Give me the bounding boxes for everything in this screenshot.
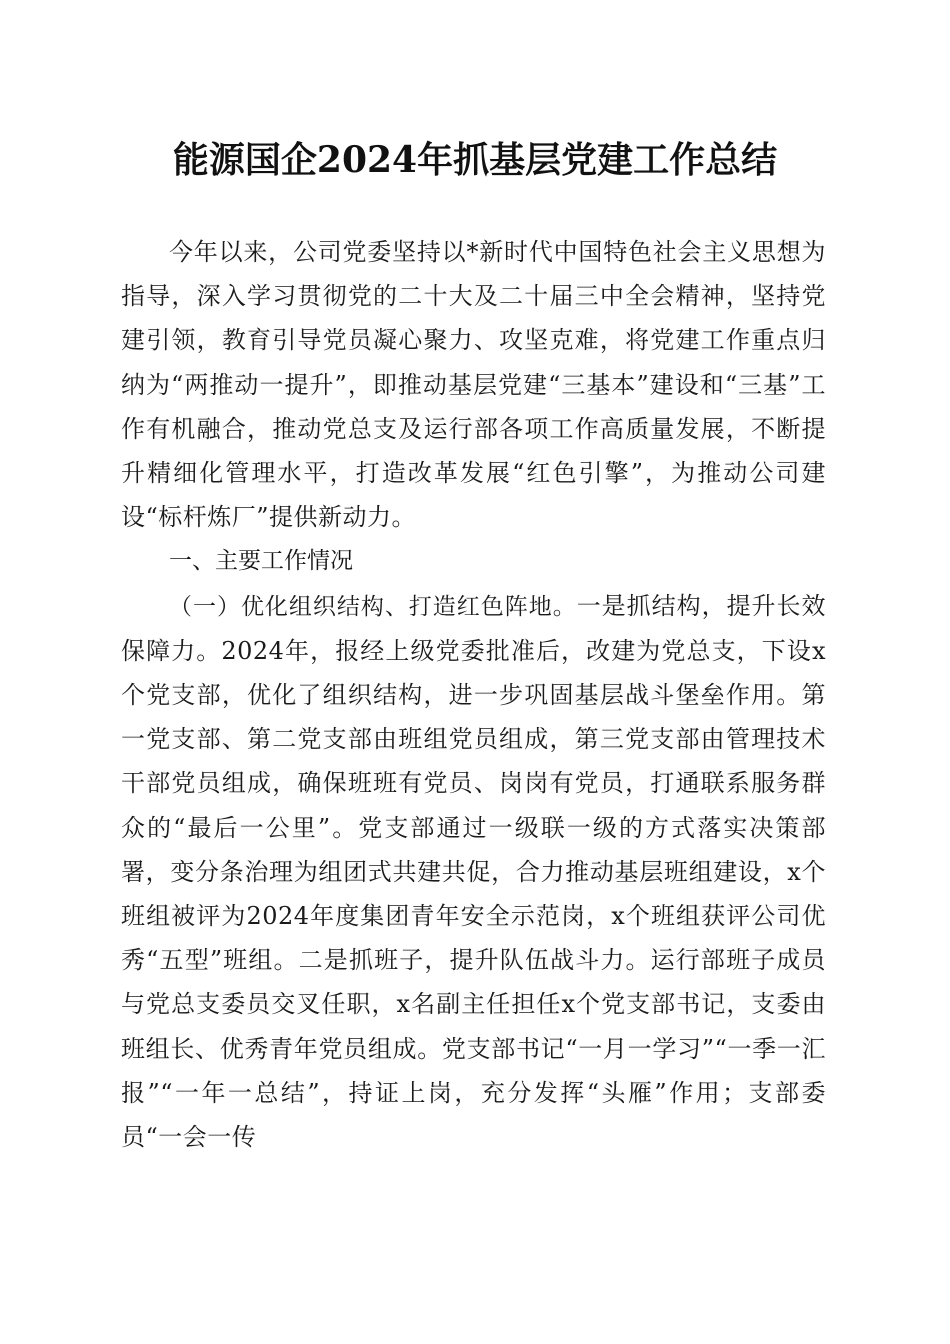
document-body xyxy=(121,230,826,1159)
subsection-body-text: 一是抓结构，提升长效保障力。2024年，报经上级党委批准后，改建为党总支，下设x个党支部，优化了组织结构，进一步巩固基层战斗堡垒作用。第一党支部、第二党支部由班组党员组成，第三党支部由管理技术干部党员组成，确保班班有党员、岗岗有党员，打通联系服务群众的“最后一公里”。党支部通过一级联一级的方式落实决策部署，变分条治理为组团式共建共促，合力推动基层班组建设，x个班组被评为2024年度集团青年安全示范岗，x个班组获评公司优秀“五型”班组。二是抓班子，提升队伍战斗力。运行部班子成员与党总支委员交叉任职，x名副主任担任x个党支部书记，支委由班组长、优秀青年党员组成。党支部书记“一月一学习”“一季一汇报”“一年一总结”，持证上岗，充分发挥“头雁”作用；支部委员“一会一传 xyxy=(121,591,827,1152)
subsection-paragraph xyxy=(121,584,826,1160)
subsection-heading-optimize-structure: （一）优化组织结构、打造红色阵地。 xyxy=(169,593,577,620)
document-title: 能源国企2024年抓基层党建工作总结 xyxy=(172,139,778,181)
section-heading-main-work: 一、主要工作情况 xyxy=(169,548,353,575)
intro-paragraph: 今年以来，公司党委坚持以*新时代中国特色社会主义思想为指导，深入学习贯彻党的二十大及二十届三中全会精神，坚持党建引领，教育引导党员凝心聚力、攻坚克难，将党建工作重点归纳为“两推动一提升”，即推动基层党建“三基本”建设和“三基”工作有机融合，推动党总支及运行部各项工作高质量发展，不断提升精细化管理水平，打造改革发展“红色引擎”，为推动公司建设“标杆炼厂”提供新动力。 xyxy=(121,238,826,532)
